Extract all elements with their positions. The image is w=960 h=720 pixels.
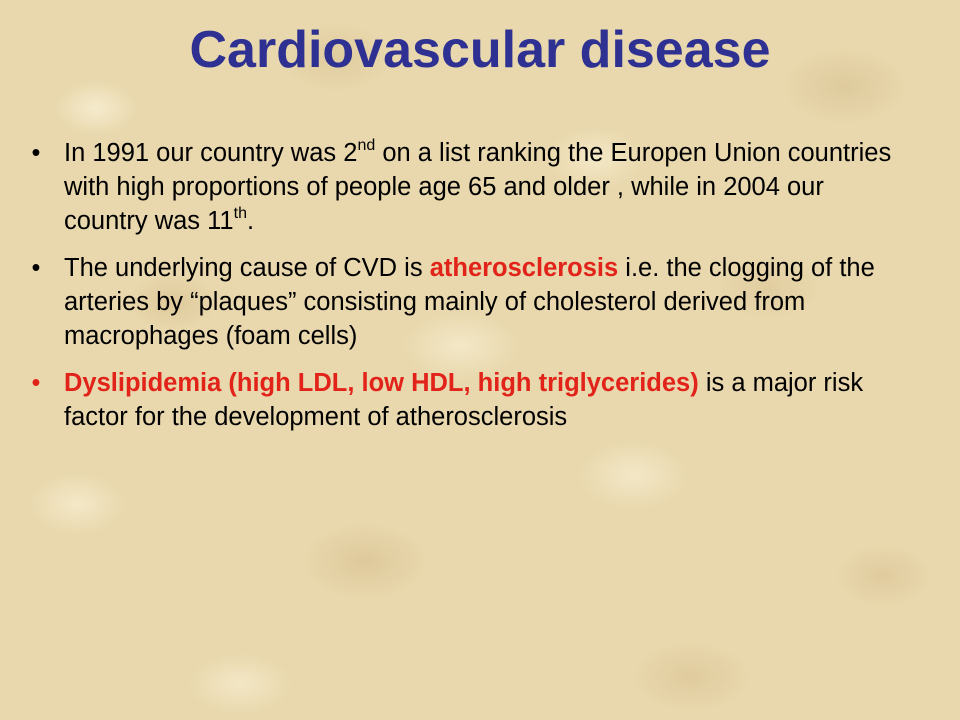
bullet-item-dyslipidemia [26,366,906,434]
bullet-dot-icon: • [31,254,41,282]
bullet-item-cvd-cause [26,251,906,353]
ordinal-suffix: th [233,205,247,222]
bullet-text-part: is a major risk factor for the development of atherosclerosis [64,369,864,431]
highlight-term-atherosclerosis: atherosclerosis [429,254,619,282]
ordinal-suffix: nd [357,137,376,154]
slide-title: Cardiovascular disease [189,21,771,79]
bullet-text-part: on a list ranking the Europen Union countries with high proportions of people age 65 and older , while in 2004 our country was 11 [64,139,892,235]
highlight-term-dyslipidemia: Dyslipidemia (high LDL, low HDL, high triglycerides) [64,369,699,397]
bullet-item-eu-ranking [26,136,906,238]
bullet-dot-icon: • [31,139,41,167]
bullet-text-part: In 1991 our country was 2 [64,139,358,167]
bullet-text-part: . [246,207,255,235]
bullet-dot-icon: • [31,369,41,397]
bullet-list [26,136,906,447]
bullet-text-part: i.e. the clogging of the arteries by “plaques” consisting mainly of cholesterol derived from macrophages (foam cells) [64,254,875,350]
bullet-text-part: The underlying cause of CVD is [64,254,430,282]
